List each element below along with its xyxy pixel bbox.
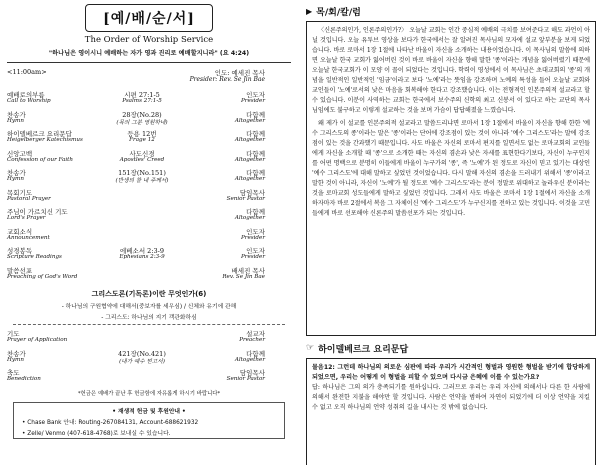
- order-item-name-en: Benediction: [7, 376, 41, 382]
- order-item-role: 다함께: [246, 130, 265, 138]
- bank-info: • Chase Bank 안내: Routing-267084131, Account-688621932: [22, 419, 199, 426]
- leader-ko: 인도: 예세진 목사: [214, 69, 265, 77]
- order-item-name: 기도: [7, 330, 20, 338]
- order-item: [3, 366, 295, 386]
- order-item-role: 다함께: [246, 349, 265, 358]
- order-item-role: 인도자: [246, 247, 265, 255]
- order-item-name-en: Hymn: [7, 117, 24, 124]
- order-item: [3, 327, 295, 347]
- order-item: [3, 244, 295, 264]
- order-item: [3, 127, 295, 147]
- order-item: [3, 186, 295, 206]
- order-item-role-en: Preacher: [239, 337, 265, 343]
- order-item-role-en: Senior Pastor: [226, 195, 265, 202]
- order-item-name-en: Scripture Readings: [7, 254, 62, 260]
- leader-en: Presider: Rev. Se Jin Bae: [189, 76, 265, 83]
- order-item-name-en: Announcement: [7, 234, 50, 241]
- dashed-divider: [13, 324, 285, 325]
- sermon-series-line-2: - 그리스도: 하나님의 지기 객관화하심: [101, 315, 197, 321]
- order-title: [예/배/순/서]: [85, 4, 213, 32]
- offering-heading: • 재생적 헌금 및 후원안내 •: [112, 408, 186, 415]
- order-item: [3, 205, 295, 225]
- order-item-detail: 등용 12번: [127, 130, 157, 138]
- order-item-role: 배세진 목사: [231, 266, 265, 275]
- order-item-role: 다함께: [246, 110, 265, 119]
- order-item-name-en: Hymn: [7, 176, 24, 182]
- service-time-row: [3, 68, 295, 86]
- order-item-name: 교회소식: [7, 227, 33, 236]
- order-subtitle: The Order of Worship Service: [84, 35, 214, 45]
- order-item-detail-en: Ephesians 2:3-9: [119, 254, 165, 260]
- order-item-role-en: Presider: [241, 98, 265, 104]
- order-item-name: 주님이 가르치신 기도: [7, 208, 68, 216]
- service-time: <11:00am>: [7, 68, 47, 76]
- divider: [7, 62, 291, 63]
- order-item-name: 하이델베르크 요리문답: [7, 130, 72, 138]
- order-item-detail-en: (내가 예수 믿고서): [119, 358, 165, 365]
- order-item-detail-en: Frage 12: [129, 137, 155, 143]
- order-item-role-en: Rev. Se Jin Bae: [222, 273, 265, 280]
- order-item: [3, 166, 295, 186]
- order-item-name: 말씀선포: [7, 266, 33, 275]
- order-item: [3, 347, 295, 367]
- column-paragraph-2: 왜 제가 이 설교를 인본주의적 설교라고 말씀드리냐면 로마서 1장 1절에서 바울이 자신을 향해 한한 '예수 그리스도의 종'이라는 말은 '종'이라는 단어에 강조점이 있는 것이 아니라 '예수 그리스도'라는 말에 강조점이 있는 것을 간과했기 때문입니다. 사도 바울은 자신의 로마서 편지를 일면서도 없는 로마교회의 교인들에게 자신을 소개할 때 '종'으로 소개한 때는 자신의 겸손과 낮은 자세를 표현한다기보다, 자신이 누구인지를 어떤 명백으로 분명히 이들에게 바울이 누구가의 '종', 즉 '노예'가 된 정도로 자신이 믿고 있기는 대상인 '예수 그리스도'에 대해 말하고 싶었던 것이었습니다. 다시 말해 자신의 겸손을 드러내기 위해서 '종'이라고 말한 것이 아니라, 자신이 '노예'가 될 정도로 '예수 그리스도'라는 분이 정말로 위대하고 놀라우신 분이라는 것을 로마교회 성도들에게 말하고 싶었던 것입니다. 그래서 사도 바울은 로마서 1장 1절에서 자신을 소개하자마자 바로 2절에서 복음 그 자체이신 '예수 그리스도'가 누구신지를 전하고 있는 것입니다. 이것을 고민들에게 바로 선포해야 신론주의 말씀선포가 되는 것입니다.: [312, 120, 590, 217]
- pastor-column-title: 목/회/칼/럼: [316, 7, 361, 18]
- order-item-name: 축도: [7, 369, 20, 377]
- order-item: [3, 88, 295, 108]
- offering-info-box: [13, 402, 285, 439]
- order-item-name: 신앙고백: [7, 149, 33, 158]
- hand-pointing-icon: ☞: [306, 343, 315, 353]
- offering-note: *헌금은 예배가 끝난 후 헌금함에 자유롭게 하시기 바랍니다*: [77, 390, 221, 397]
- sermon-series-title: 그리스도론(기독론)이란 무엇인가(6): [91, 290, 207, 298]
- order-item-detail-en: Psalms 27:1-5: [122, 98, 162, 104]
- order-item-name: 목회기도: [7, 188, 33, 197]
- order-item-name-en: Confession of our Faith: [7, 156, 74, 163]
- order-item-role-en: Presider: [241, 254, 265, 260]
- order-item-role: 설교자: [246, 330, 265, 338]
- worship-order-list: [3, 88, 295, 283]
- order-item: [3, 147, 295, 167]
- order-item-role: 인도자: [246, 227, 265, 236]
- order-item: [3, 264, 295, 284]
- order-item-detail: 151장(No.151): [118, 169, 166, 177]
- order-item: [3, 225, 295, 245]
- order-item-name-en: Preaching of God's Word: [7, 273, 78, 280]
- order-item-role-en: Altogether: [234, 356, 265, 363]
- catechism-header: [306, 341, 596, 355]
- catechism-question: 물음12: 그런데 하나님의 의로운 심판에 따라 우리가 시간적인 형벌과 영원한 형벌을 받기에 합당하게 되었으면, 우리는 어떻게 이 형벌을 피할 수 있으며 다시금 은혜에 이를 수 있는가요?: [312, 364, 590, 381]
- order-item: [3, 108, 295, 128]
- triangle-right-icon: ▶: [306, 6, 313, 16]
- order-item-detail-en: (반생의 찰 내 주께서): [115, 178, 169, 184]
- order-item-name-en: Call to Worship: [7, 98, 51, 104]
- order-item-name-en: Hymn: [7, 356, 24, 363]
- sermon-series-line-1: - 하나님의 구원협약에 대해서(중보자를 세우심) / 신체와 유기에 관해: [61, 304, 237, 310]
- order-item-role-en: Altogether: [234, 137, 265, 143]
- order-item-name-en: Prayer of Application: [7, 337, 68, 343]
- pastor-column-header: [306, 4, 596, 18]
- order-item-name: 찬송가: [7, 110, 26, 119]
- order-item-name-en: Heigelberger Katechismus: [7, 137, 83, 143]
- column-and-catechism: [306, 4, 596, 465]
- catechism-answer: 답: 하나님은 그의 의가 충족되기를 원하십니다. 그러므로 우리는 우리 자신에 의해서나 다른 한 사람에 의해서 완전한 지불을 해야만 할 것입니다. 사람은 언약을 범하여 자연이 되었기에 더 이상 언약을 지킬 수 없고 오직 하나님의 언약 성취의 길을 내시는 것 밖에 없습니다.: [312, 384, 590, 411]
- order-item-role-en: Altogether: [234, 117, 265, 124]
- order-item-role: 다함께: [246, 208, 265, 216]
- catechism-title: 하이델베르크 요리문답: [318, 344, 409, 355]
- order-item-role: 인도자: [246, 91, 265, 99]
- theme-verse: "하나님은 영이시니 예배하는 자가 영과 진리로 예배할지니라" (요 4:24): [48, 50, 250, 57]
- order-item-name: 성경봉독: [7, 247, 33, 255]
- order-item-name-en: Pastoral Prayer: [7, 195, 51, 202]
- order-item-name: 예배로의부름: [7, 91, 45, 99]
- order-item-detail: 시편 27:1-5: [124, 91, 160, 99]
- order-item-role: 담임목사: [239, 369, 265, 377]
- zelle-info: • Zelle/ Venmo (407-618-4768)로 보내실 수 있습니다.: [22, 430, 171, 437]
- order-item-name: 찬송가: [7, 169, 26, 177]
- pastor-column-box: [306, 21, 596, 336]
- column-paragraph-1: 〈신론주의인가, 인론주의인가?〉 오늘날 교회는 인간 중심적 예배의 극치를 보여준다고 해도 과언이 아닐 것입니다. 오늘 유투브 영상을 보다가 한국에서는 잘 알려진 목사님의 모자에 설교 앞부분을 보게 되었습니다. 바로 로마서 1장 1절에 나타난 바울이 자신을 소개하는 내용이었습니다. 이 목사님의 말씀에 의하면 오늘날 한국 교회가 잃어버린 것이 바로 바울이 자신을 향해 말한 '종'이라는 개념을 잃어버렸기 때문에 오늘날 한국교회가 이 모양 이 꼴이 되었다는 것입니다. 학력이 영성에서 이 목사님은 초대교회의 '종'의 개념을 일반적인 일반적인 '임금'이라고 보다 '노예'라는 뜻임을 강조하며 노예의 특성을 들어 오늘날 교회와 교인들이 '노예'로서의 낮은 마음을 회복해야 한다고 강조했습니다. 이는 전형적인 인본주의적 설교라고 할 수 있습니다. 이분이 사역하는 교회는 한국에서 보수주의 신학의 최고 신봉서 이 있다고 하는 교단의 목사님임에도 불구하고 이렇게 설교하는 것을 보며 가슴이 답답해졌을 느꼈습니다.: [312, 27, 590, 114]
- order-item-role-en: Presider: [241, 234, 265, 241]
- worship-order-list-2: [3, 327, 295, 386]
- order-item-role: 다함께: [246, 169, 265, 177]
- order-item-role-en: Altogether: [234, 215, 265, 221]
- order-item-detail: 28장(No.28): [122, 110, 162, 119]
- order-of-worship-column: [3, 4, 295, 462]
- order-item-role-en: Altogether: [234, 176, 265, 182]
- order-item-detail-en: Apostles' Creed: [119, 156, 165, 163]
- order-item-detail: 사도신경: [129, 149, 155, 158]
- catechism-box: [306, 358, 596, 465]
- order-item-role: 담임목사: [239, 188, 265, 197]
- order-item-role: 다함께: [246, 149, 265, 158]
- order-item-name: 찬송가: [7, 349, 26, 358]
- order-item-detail-en: (목의 그분 영원하네): [116, 119, 168, 126]
- order-item-name-en: Lord's Prayer: [7, 215, 46, 221]
- order-item-role-en: Senior Pastor: [226, 376, 265, 382]
- order-item-role-en: Altogether: [234, 156, 265, 163]
- order-item-detail: 421장(No.421): [118, 349, 166, 358]
- order-item-detail: 에베소서 2:3-9: [120, 247, 164, 255]
